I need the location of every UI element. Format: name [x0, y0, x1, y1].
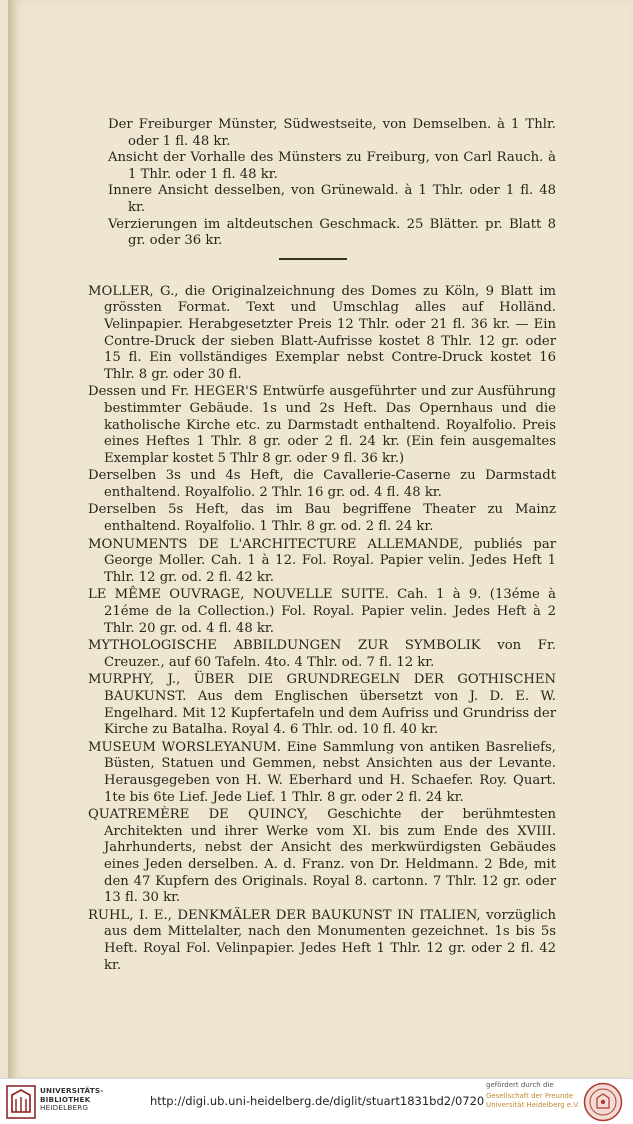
society-name-line: Universität Heidelberg e.V.: [486, 1100, 580, 1109]
society-name[interactable]: [486, 1092, 579, 1109]
lead-entry: Der Freiburger Münster, Südwestseite, von Demselben. à 1 Thlr. oder 1 fl. 48 kr.: [108, 117, 556, 149]
catalog-entry: LE MÊME OUVRAGE, NOUVELLE SUITE. Cah. 1 à 9. (13éme à 21éme de la Collection.) Fol. Royal. Papier velin. Jedes Heft à 2 Thlr. 20 gr. od. 4 fl. 48 kr.: [88, 587, 556, 636]
university-seal-icon: [583, 1082, 623, 1122]
catalog-entry: MONUMENTS DE L'ARCHITECTURE ALLEMANDE, publiés par George Moller. Cah. 1 à 12. Fol. Royal. Papier velin. Jedes Heft 1 Thlr. 12 gr. od. 2 fl. 42 kr.: [88, 536, 556, 585]
catalog-entry: Derselben 5s Heft, das im Bau begriffene Theater zu Mainz enthaltend. Royalfolio. 1 Thlr. 8 gr. od. 2 fl. 24 kr.: [88, 502, 556, 535]
page-gutter: [8, 0, 18, 1078]
society-name-line: Gesellschaft der Freunde: [486, 1092, 574, 1100]
catalog-entry: Derselben 3s und 4s Heft, die Cavallerie-Caserne zu Darmstadt enthaltend. Royalfolio. 2 Thlr. 16 gr. od. 4 fl. 48 kr.: [88, 468, 556, 500]
catalog-entry: Dessen und Fr. HEGER'S Entwürfe ausgeführter und zur Ausführung bestimmter Gebäude. 1s und 2s Heft. Das Opernhaus und die katholische Kirche etc. zu Darmstadt enthaltend. Royalfolio. Preis eines Heftes 1 Thlr. 8 gr. oder 2 fl. 24 kr. (Ein fein ausgemaltes Exemplar kostet 5 Thlr 8 gr. oder 9 fl. 36 kr.): [88, 384, 556, 466]
section-rule: [279, 258, 347, 260]
lead-entry: Ansicht der Vorhalle des Münsters zu Freiburg, von Carl Rauch. à 1 Thlr. oder 1 fl. 48 kr.: [108, 150, 556, 182]
viewer-footer: [0, 1078, 633, 1124]
library-name-line: BIBLIOTHEK: [40, 1094, 91, 1104]
library-name-line: UNIVERSITÄTS-: [40, 1086, 104, 1095]
catalog-entry: MYTHOLOGISCHE ABBILDUNGEN ZUR SYMBOLIK von Fr. Creuzer., auf 60 Tafeln. 4to. 4 Thlr. od. 7 fl. 12 kr.: [88, 638, 556, 670]
library-logo-icon[interactable]: [6, 1085, 36, 1119]
library-name-line: HEIDELBERG: [40, 1103, 89, 1113]
catalog-entry: QUATREMÈRE DE QUINCY, Geschichte der berühmtesten Architekten und ihrer Werke vom XI. bis zum Ende des XVIII. Jahrhunderts, nebst der Ansicht des merkwürdigsten Gebäudes eines Jeden derselben. A. d. Franz. von Dr. Heldmann. 2 Bde, mit den 47 Kupfern des Originals. Royal 8. cartonn. 7 Thlr. 12 gr. oder 13 fl. 30 kr.: [88, 807, 556, 906]
permalink-url[interactable]: http://digi.ub.uni-heidelberg.de/diglit/stuart1831bd2/0720: [150, 1094, 485, 1108]
catalog-entry: MURPHY, J., ÜBER DIE GRUNDREGELN DER GOTHISCHEN BAUKUNST. Aus dem Englischen übersetzt von J. D. E. W. Engelhard. Mit 12 Kupfertafeln und dem Aufriss und Grundriss der Kirche zu Batalha. Royal 4. 6 Thlr. od. 10 fl. 40 kr.: [88, 672, 556, 738]
library-name: [40, 1087, 103, 1113]
lead-entries: [88, 117, 556, 250]
page-text: [88, 117, 556, 975]
lead-entry: Innere Ansicht desselben, von Grünewald. à 1 Thlr. oder 1 fl. 48 kr.: [108, 183, 556, 215]
catalog-entry: MOLLER, G., die Originalzeichnung des Domes zu Köln, 9 Blatt im grössten Format. Text und Umschlag alles auf Holländ. Velinpapier. Herabgesetzter Preis 12 Thlr. oder 21 fl. 36 kr. — Ein Contre-Druck der sieben Blatt-Aufrisse kostet 8 Thlr. 12 gr. oder 15 fl. Ein vollständiges Exemplar nebst Contre-Druck kostet 16 Thlr. 8 gr. oder 30 fl.: [88, 283, 556, 382]
catalog-entry: RUHL, I. E., DENKMÄLER DER BAUKUNST IN ITALIEN, vorzüglich aus dem Mittelalter, nach den Monumenten gezeichnet. 1s bis 5s Heft. Royal Fol. Velinpapier. Jedes Heft 1 Thlr. 12 gr. oder 2 fl. 42 kr.: [88, 907, 556, 973]
funded-by-label: gefördert durch die: [486, 1081, 554, 1089]
catalog-entries: [88, 284, 556, 974]
catalog-entry: MUSEUM WORSLEYANUM. Eine Sammlung von antiken Basreliefs, Büsten, Statuen und Gemmen, nebst Ansichten aus der Levante. Herausgegeben von H. W. Eberhard und H. Schaefer. Roy. Quart. 1te bis 6te Lief. Jede Lief. 1 Thlr. 8 gr. oder 2 fl. 24 kr.: [88, 739, 556, 805]
lead-entry: Verzierungen im altdeutschen Geschmack. 25 Blätter. pr. Blatt 8 gr. oder 36 kr.: [108, 216, 556, 249]
